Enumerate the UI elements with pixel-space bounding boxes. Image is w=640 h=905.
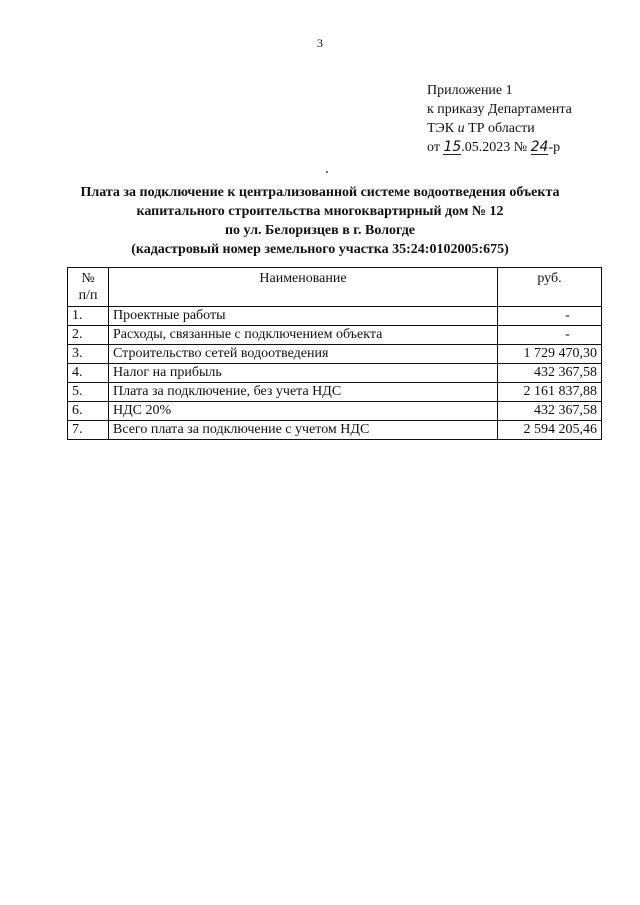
- row-number: 2.: [68, 326, 109, 345]
- row-number: 7.: [68, 421, 109, 440]
- appendix-line-3-a: ТЭК: [427, 121, 458, 136]
- appendix-date-line: [427, 138, 572, 157]
- title-line-4: (кадастровый номер земельного участка 35:24:0102005:675): [131, 242, 509, 257]
- appendix-line-3: [427, 119, 572, 138]
- row-value: 2 594 205,46: [498, 421, 602, 440]
- table-row: [68, 307, 602, 326]
- scan-dot: [326, 171, 328, 173]
- appendix-line-1: Приложение 1: [427, 83, 513, 98]
- header-number-line-2: п/п: [78, 288, 98, 303]
- table-row: [68, 364, 602, 383]
- table-header-row: [68, 268, 602, 307]
- appendix-line-3-b: ТР области: [464, 121, 535, 136]
- order-suffix: -р: [548, 140, 561, 155]
- appendix-block: [427, 81, 572, 157]
- row-number: 6.: [68, 402, 109, 421]
- table-row: [68, 402, 602, 421]
- row-value: 1 729 470,30: [498, 345, 602, 364]
- row-value: -: [498, 307, 602, 326]
- date-prefix: от: [427, 140, 444, 155]
- row-number: 3.: [68, 345, 109, 364]
- row-name: Строительство сетей водоотведения: [109, 345, 498, 364]
- title-line-2: капитального строительства многоквартирный дом № 12: [136, 204, 504, 219]
- row-number: 4.: [68, 364, 109, 383]
- row-name: Налог на прибыль: [109, 364, 498, 383]
- row-name: Всего плата за подключение с учетом НДС: [109, 421, 498, 440]
- table-row: [68, 383, 602, 402]
- row-name: Плата за подключение, без учета НДС: [109, 383, 498, 402]
- row-value: 432 367,58: [498, 364, 602, 383]
- row-number: 5.: [68, 383, 109, 402]
- date-rest: .05.2023 №: [461, 140, 531, 155]
- appendix-line-2: к приказу Департамента: [427, 102, 572, 117]
- row-value: 2 161 837,88: [498, 383, 602, 402]
- document-title: [0, 183, 640, 259]
- fee-table: [67, 267, 602, 440]
- table-row: [68, 421, 602, 440]
- page-number: 3: [317, 36, 323, 50]
- handwritten-day: 15: [443, 139, 462, 155]
- row-name: Проектные работы: [109, 307, 498, 326]
- table-row: [68, 326, 602, 345]
- row-number: 1.: [68, 307, 109, 326]
- handwritten-and: и: [457, 121, 465, 136]
- header-number: [68, 268, 109, 307]
- header-name: Наименование: [109, 268, 498, 307]
- row-value: 432 367,58: [498, 402, 602, 421]
- title-line-1: Плата за подключение к централизованной системе водоотведения объекта: [80, 185, 560, 200]
- table-row: [68, 345, 602, 364]
- header-number-line-1: №: [81, 271, 95, 286]
- handwritten-order-number: 24: [530, 139, 549, 155]
- row-value: -: [498, 326, 602, 345]
- title-line-3: по ул. Белоризцев в г. Вологде: [224, 223, 416, 238]
- header-rub: руб.: [498, 268, 602, 307]
- row-name: Расходы, связанные с подключением объекта: [109, 326, 498, 345]
- row-name: НДС 20%: [109, 402, 498, 421]
